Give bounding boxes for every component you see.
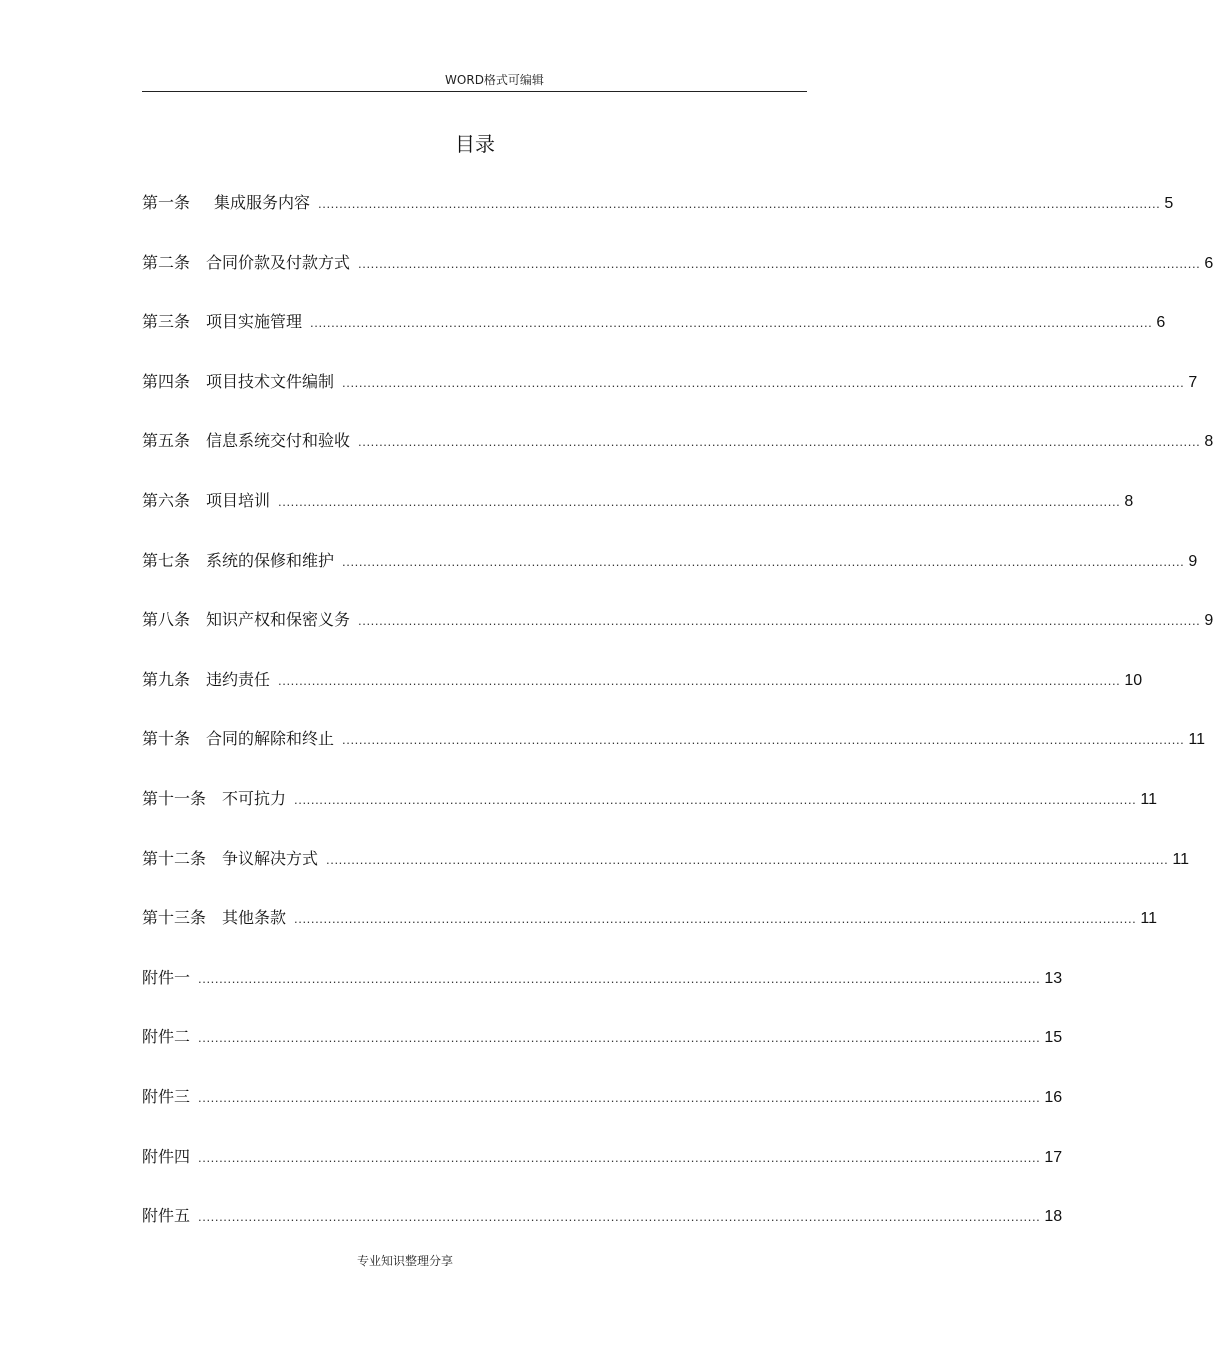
toc-leader-dots: ........................................................................................................................................................................................................ bbox=[278, 493, 1121, 509]
toc-entry-number: 第五条 bbox=[142, 431, 191, 451]
table-of-contents bbox=[142, 190, 1213, 1263]
toc-entry[interactable] bbox=[142, 905, 1158, 965]
toc-entry-title: 违约责任 bbox=[206, 669, 271, 689]
toc-page-number: 9 bbox=[1188, 552, 1198, 570]
toc-leader-dots: ........................................................................................................................................................................................................ bbox=[198, 970, 1041, 986]
toc-entry-label bbox=[142, 1024, 190, 1047]
toc-entry-label bbox=[142, 190, 310, 213]
toc-page-number: 8 bbox=[1124, 492, 1134, 510]
toc-entry-label bbox=[142, 1144, 190, 1167]
toc-entry-number: 第二条 bbox=[142, 252, 191, 272]
toc-entry-number: 附件一 bbox=[142, 967, 191, 987]
page-header bbox=[142, 67, 807, 92]
toc-entry-label bbox=[142, 1084, 190, 1107]
toc-entry-label bbox=[142, 905, 286, 928]
toc-page-number: 16 bbox=[1044, 1088, 1063, 1106]
toc-page-number: 6 bbox=[1204, 254, 1213, 272]
toc-entry-number: 第十一条 bbox=[142, 788, 207, 808]
toc-leader-dots: ........................................................................................................................................................................................................ bbox=[198, 1209, 1041, 1225]
toc-leader-dots: ........................................................................................................................................................................................................ bbox=[358, 434, 1201, 450]
toc-entry-label bbox=[142, 607, 350, 630]
toc-entry[interactable] bbox=[142, 965, 1063, 1025]
toc-entry-title: 信息系统交付和验收 bbox=[206, 431, 351, 451]
toc-leader-dots: ........................................................................................................................................................................................................ bbox=[358, 613, 1201, 629]
toc-page-number: 15 bbox=[1044, 1029, 1063, 1047]
toc-entry[interactable] bbox=[142, 190, 1174, 250]
toc-entry[interactable] bbox=[142, 786, 1158, 846]
toc-entry-label bbox=[142, 965, 190, 988]
toc-entry-number: 附件二 bbox=[142, 1027, 191, 1047]
toc-leader-dots: ........................................................................................................................................................................................................ bbox=[294, 791, 1137, 807]
toc-leader-dots: ........................................................................................................................................................................................................ bbox=[294, 911, 1137, 927]
toc-entry[interactable] bbox=[142, 548, 1198, 608]
toc-entry[interactable] bbox=[142, 1084, 1063, 1144]
toc-page-number: 8 bbox=[1204, 433, 1213, 451]
toc-entry-title: 不可抗力 bbox=[222, 788, 287, 808]
toc-entry[interactable] bbox=[142, 1024, 1063, 1084]
toc-leader-dots: ........................................................................................................................................................................................................ bbox=[342, 374, 1185, 390]
toc-entry[interactable] bbox=[142, 726, 1206, 786]
toc-entry-title: 争议解决方式 bbox=[222, 848, 319, 868]
toc-entry-number: 第七条 bbox=[142, 550, 191, 570]
toc-entry-label bbox=[142, 369, 334, 392]
toc-entry-title: 项目实施管理 bbox=[206, 312, 303, 332]
toc-page-number: 11 bbox=[1188, 731, 1206, 749]
toc-leader-dots: ........................................................................................................................................................................................................ bbox=[358, 255, 1201, 271]
toc-entry-title: 合同的解除和终止 bbox=[206, 729, 335, 749]
toc-entry[interactable] bbox=[142, 488, 1134, 548]
toc-entry-title: 项目技术文件编制 bbox=[206, 371, 335, 391]
toc-leader-dots: ........................................................................................................................................................................................................ bbox=[342, 732, 1185, 748]
toc-entry[interactable] bbox=[142, 1144, 1063, 1204]
toc-entry-label bbox=[142, 250, 350, 273]
toc-entry-number: 第十三条 bbox=[142, 908, 207, 928]
toc-entry-number: 附件四 bbox=[142, 1146, 191, 1166]
toc-entry-label bbox=[142, 1203, 190, 1226]
toc-entry-title: 合同价款及付款方式 bbox=[206, 252, 351, 272]
toc-entry[interactable] bbox=[142, 607, 1213, 667]
toc-entry-number: 第一条 bbox=[142, 193, 191, 212]
toc-page-number: 9 bbox=[1204, 612, 1213, 630]
toc-leader-dots: ........................................................................................................................................................................................................ bbox=[310, 315, 1153, 331]
toc-leader-dots: ........................................................................................................................................................................................................ bbox=[198, 1089, 1041, 1105]
toc-leader-dots: ........................................................................................................................................................................................................ bbox=[342, 553, 1185, 569]
toc-entry-number: 附件三 bbox=[142, 1086, 191, 1106]
toc-entry-number: 附件五 bbox=[142, 1206, 191, 1226]
toc-entry-label bbox=[142, 488, 270, 511]
toc-entry-title: 系统的保修和维护 bbox=[206, 550, 335, 570]
toc-page-number: 11 bbox=[1172, 850, 1190, 868]
toc-entry[interactable] bbox=[142, 846, 1190, 906]
toc-page-number: 7 bbox=[1188, 373, 1198, 391]
toc-entry-label bbox=[142, 846, 318, 869]
page-footer: 专业知识整理分享 bbox=[356, 1254, 453, 1268]
header-text: WORD格式可编辑 bbox=[445, 73, 544, 87]
toc-entry-label bbox=[142, 786, 286, 809]
toc-page-number: 6 bbox=[1156, 314, 1166, 332]
toc-entry-label bbox=[142, 309, 302, 332]
toc-entry-number: 第三条 bbox=[142, 312, 191, 332]
toc-entry-number: 第十条 bbox=[142, 729, 191, 749]
toc-entry-number: 第四条 bbox=[142, 371, 191, 391]
toc-entry-label bbox=[142, 667, 270, 690]
toc-entry[interactable] bbox=[142, 369, 1198, 429]
toc-entry[interactable] bbox=[142, 309, 1166, 369]
toc-entry-number: 第六条 bbox=[142, 490, 191, 510]
toc-entry[interactable] bbox=[142, 250, 1213, 310]
toc-page-number: 11 bbox=[1140, 790, 1158, 808]
toc-entry-title: 项目培训 bbox=[206, 490, 271, 510]
toc-entry-number: 第九条 bbox=[142, 669, 191, 689]
toc-leader-dots: ........................................................................................................................................................................................................ bbox=[198, 1030, 1041, 1046]
toc-leader-dots: ........................................................................................................................................................................................................ bbox=[198, 1149, 1041, 1165]
toc-entry-number: 第八条 bbox=[142, 610, 191, 630]
toc-title: 目录 bbox=[455, 132, 495, 156]
toc-entry-title: 集成服务内容 bbox=[214, 193, 311, 212]
toc-page-number: 18 bbox=[1044, 1208, 1063, 1226]
toc-page-number: 10 bbox=[1124, 671, 1143, 689]
toc-entry[interactable] bbox=[142, 667, 1143, 727]
toc-entry-label bbox=[142, 428, 350, 451]
toc-entry-number: 第十二条 bbox=[142, 848, 207, 868]
toc-entry[interactable] bbox=[142, 428, 1213, 488]
toc-page-number: 11 bbox=[1140, 910, 1158, 928]
toc-leader-dots: ........................................................................................................................................................................................................ bbox=[326, 851, 1169, 867]
toc-leader-dots: ........................................................................................................................................................................................................ bbox=[278, 672, 1121, 688]
toc-entry-title: 知识产权和保密义务 bbox=[206, 610, 351, 630]
toc-page-number: 17 bbox=[1044, 1148, 1063, 1166]
toc-entry-label bbox=[142, 548, 334, 571]
toc-page-number: 13 bbox=[1044, 969, 1063, 987]
toc-entry-label bbox=[142, 726, 334, 749]
toc-entry-title: 其他条款 bbox=[222, 908, 287, 928]
toc-leader-dots: ........................................................................................................................................................................................................ bbox=[318, 196, 1161, 211]
toc-page-number: 5 bbox=[1164, 195, 1174, 212]
